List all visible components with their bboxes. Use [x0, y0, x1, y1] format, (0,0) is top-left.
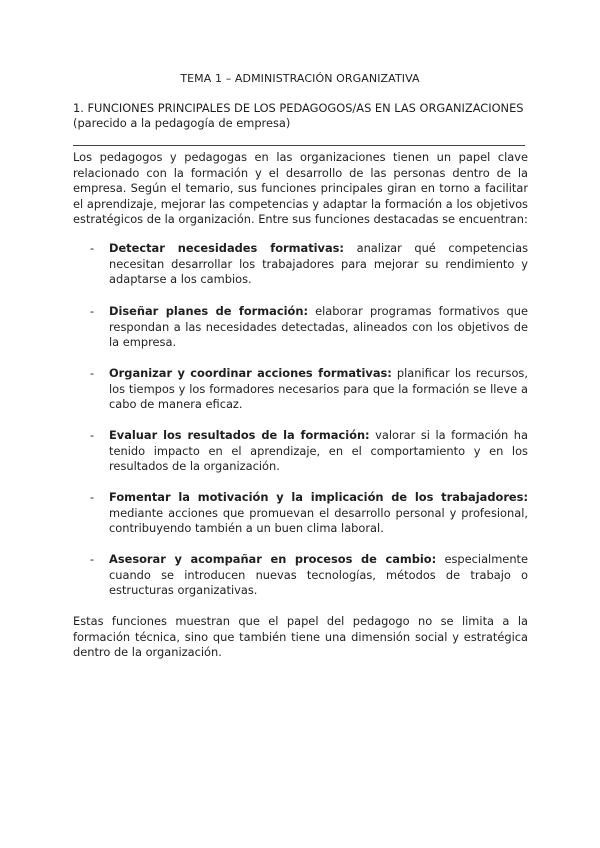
- function-term: Detectar necesidades formativas:: [109, 241, 344, 255]
- function-description: mediante acciones que promuevan el desarrollo personal y profesional, contribuyendo también a un buen clima laboral.: [109, 505, 528, 536]
- function-item: [73, 241, 528, 288]
- function-item: [73, 428, 528, 475]
- section-heading-block: [73, 101, 528, 131]
- function-description: especialmente cuando se introducen nuevas tecnologías, métodos de trabajo o estructuras organizativas.: [109, 552, 529, 598]
- function-item: [73, 366, 528, 413]
- intro-paragraph: Los pedagogos y pedagogas en las organizaciones tienen un papel clave relacionado con la formación y el desarrollo de las personas dentro de la empresa. Según el temario, sus funciones principales giran en torno a facilitar el aprendizaje, mejorar las competencias y adaptar la formación a los objetivos estratégicos de la organización. Entre sus funciones destacadas se encuentran:: [73, 150, 528, 227]
- bullet-dash: -: [90, 490, 95, 504]
- function-description: valorar si la formación ha tenido impacto en el aprendizaje, en el comportamiento y en los resultados de la organización.: [109, 428, 528, 474]
- function-term: Fomentar la motivación y la implicación de los trabajadores:: [109, 490, 528, 504]
- function-term: Organizar y coordinar acciones formativas:: [109, 366, 392, 380]
- function-term: Asesorar y acompañar en procesos de cambio:: [109, 552, 437, 566]
- function-term: Evaluar los resultados de la formación:: [109, 428, 370, 442]
- bullet-dash: -: [90, 366, 95, 380]
- section-subheading: (parecido a la pedagogía de empresa): [73, 116, 291, 130]
- function-description: planificar los recursos, los tiempos y los formadores necesarios para que la formación se lleve a cabo de manera eficaz.: [109, 366, 528, 412]
- closing-paragraph: Estas funciones muestran que el papel del pedagogo no se limita a la formación técnica, sino que también tiene una dimensión social y estratégica dentro de la organización.: [73, 614, 528, 660]
- bullet-dash: -: [90, 552, 95, 566]
- function-item: [73, 304, 528, 351]
- document-title: TEMA 1 – ADMINISTRACIÓN ORGANIZATIVA: [180, 72, 420, 85]
- function-description: analizar qué competencias necesitan desarrollar los trabajadores para mejorar su rendimiento y adaptarse a los cambios.: [109, 241, 529, 287]
- bullet-dash: -: [90, 428, 95, 442]
- bullet-dash: -: [90, 304, 95, 318]
- function-description: elaborar programas formativos que respondan a las necesidades detectadas, alineados con los objetivos de la empresa.: [109, 304, 528, 350]
- bullet-dash: -: [90, 241, 95, 255]
- function-item: [73, 552, 528, 599]
- section-heading: 1. FUNCIONES PRINCIPALES DE LOS PEDAGOGOS/AS EN LAS ORGANIZACIONES: [73, 101, 524, 115]
- function-item: [73, 490, 528, 537]
- section-divider: [73, 145, 525, 146]
- function-term: Diseñar planes de formación:: [109, 304, 309, 318]
